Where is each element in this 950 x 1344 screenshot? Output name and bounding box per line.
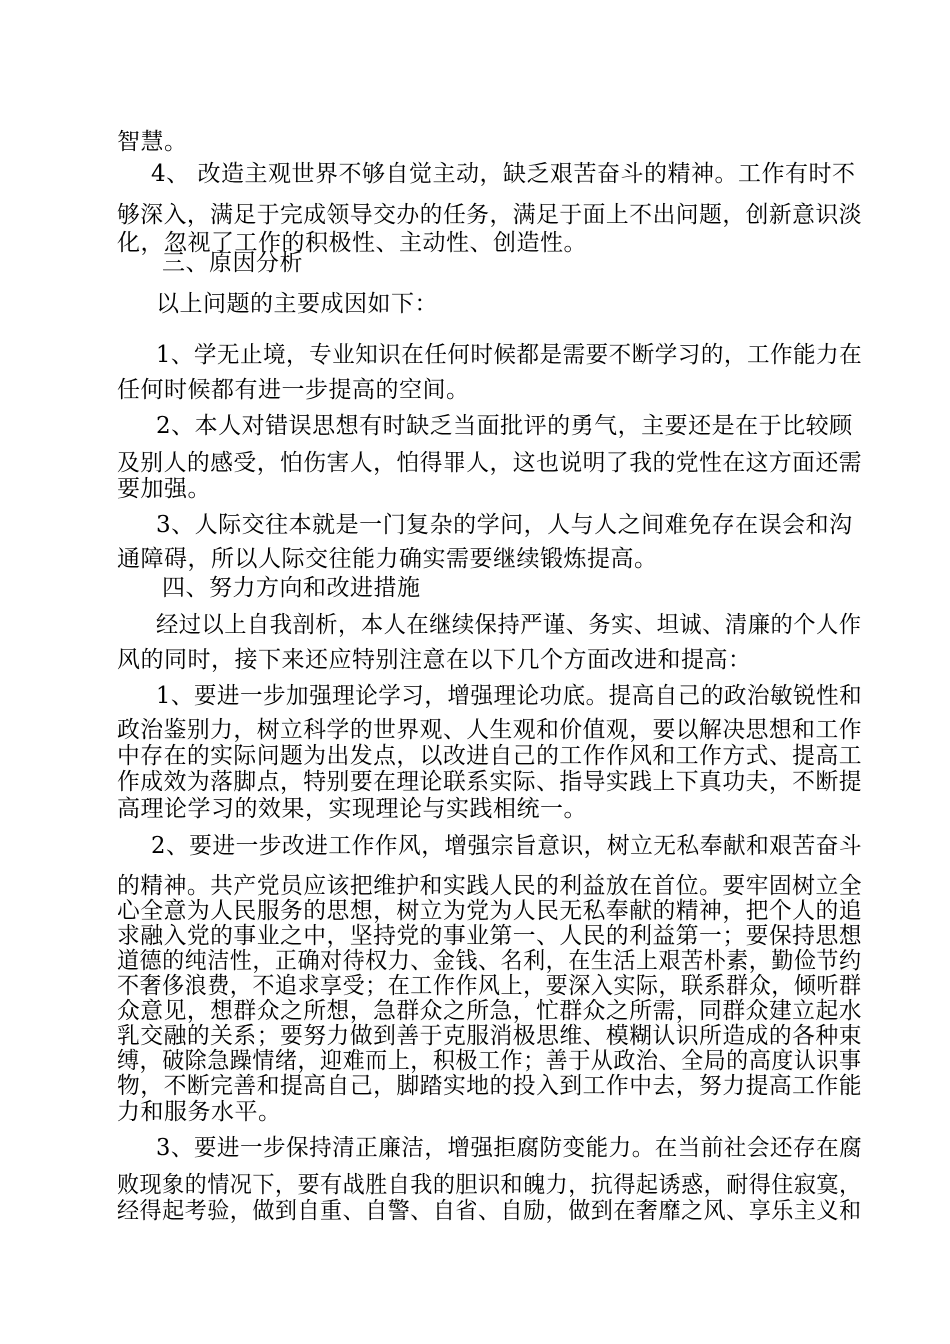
- text-line: 中存在的实际问题为出发点，以改进自己的工作作风和工作方式、提高工: [117, 743, 863, 769]
- text-line: 风的同时，接下来还应特别注意在以下几个方面改进和提高：: [117, 647, 752, 673]
- text-line: 的精神。共产党员应该把维护和实践人民的利益放在首位。要牢固树立全: [117, 873, 863, 899]
- section-heading: 三、原因分析: [162, 250, 303, 276]
- text-line: 经得起考验，做到自重、自警、自省、自励，做到在奢靡之风、享乐主义和: [117, 1198, 862, 1224]
- text-line: 2、本人对错误思想有时缺乏当面批评的勇气，主要还是在于比较顾: [156, 413, 853, 439]
- text-line: 经过以上自我剖析，本人在继续保持严谨、务实、坦诚、清廉的个人作: [156, 612, 862, 638]
- text-line: 4、 改造主观世界不够自觉主动，缺乏艰苦奋斗的精神。工作有时不: [151, 161, 856, 187]
- text-line: 1、学无止境，专业知识在任何时候都是需要不断学习的，工作能力在: [156, 342, 863, 368]
- text-line: 够深入，满足于完成领导交办的任务，满足于面上不出问题，创新意识淡: [117, 202, 863, 228]
- text-line: 2、要进一步改进工作作风，增强宗旨意识，树立无私奉献和艰苦奋斗: [151, 833, 863, 859]
- text-line: 物，不断完善和提高自己，脚踏实地的投入到工作中去，努力提高工作能: [117, 1073, 863, 1099]
- text-line: 任何时候都有进一步提高的空间。: [117, 377, 470, 403]
- text-line: 心全意为人民服务的思想，树立为党为人民无私奉献的精神，把个人的追: [117, 898, 863, 924]
- text-line: 1、要进一步加强理论学习，增强理论功底。提高自己的政治敏锐性和: [156, 683, 863, 709]
- text-line: 缚，破除急躁情绪，迎难而上，积极工作；善于从政治、全局的高度认识事: [117, 1048, 862, 1074]
- text-line: 要加强。: [117, 476, 211, 502]
- text-line: 不奢侈浪费，不追求享受；在工作作风上，要深入实际，联系群众，倾听群: [117, 973, 862, 999]
- text-line: 败现象的情况下，要有战胜自我的胆识和魄力，抗得起诱惑，耐得住寂寞，: [117, 1172, 862, 1198]
- text-line: 力和服务水平。: [117, 1099, 282, 1125]
- text-line: 政治鉴别力，树立科学的世界观、人生观和价值观，要以解决思想和工作: [117, 717, 863, 743]
- text-line: 3、要进一步保持清正廉洁，增强拒腐防变能力。在当前社会还存在腐: [156, 1135, 863, 1161]
- text-line: 众意见，想群众之所想，急群众之所急，忙群众之所需，同群众建立起水: [117, 998, 863, 1024]
- text-line: 智慧。: [117, 129, 188, 155]
- section-heading: 四、努力方向和改进措施: [162, 575, 421, 601]
- text-line: 乳交融的关系；要努力做到善于克服消极思维、模糊认识所造成的各种束: [117, 1023, 863, 1049]
- text-line: 求融入党的事业之中，坚持党的事业第一、人民的利益第一；要保持思想: [117, 923, 863, 949]
- text-line: 通障碍，所以人际交往能力确实需要继续锻炼提高。: [117, 546, 658, 572]
- text-line: 以上问题的主要成因如下：: [156, 291, 438, 317]
- text-line: 化，忽视了工作的积极性、主动性、创造性。: [117, 230, 587, 256]
- text-line: 作成效为落脚点，特别要在理论联系实际、指导实践上下真功夫，不断提: [117, 769, 863, 795]
- text-line: 高理论学习的效果，实现理论与实践相统一。: [117, 796, 587, 822]
- text-line: 道德的纯洁性，正确对待权力、金钱、名利，在生活上艰苦朴素，勤俭节约: [117, 948, 862, 974]
- text-line: 及别人的感受，怕伤害人，怕得罪人，这也说明了我的党性在这方面还需: [117, 450, 863, 476]
- text-line: 3、人际交往本就是一门复杂的学问，人与人之间难免存在误会和沟: [156, 512, 853, 538]
